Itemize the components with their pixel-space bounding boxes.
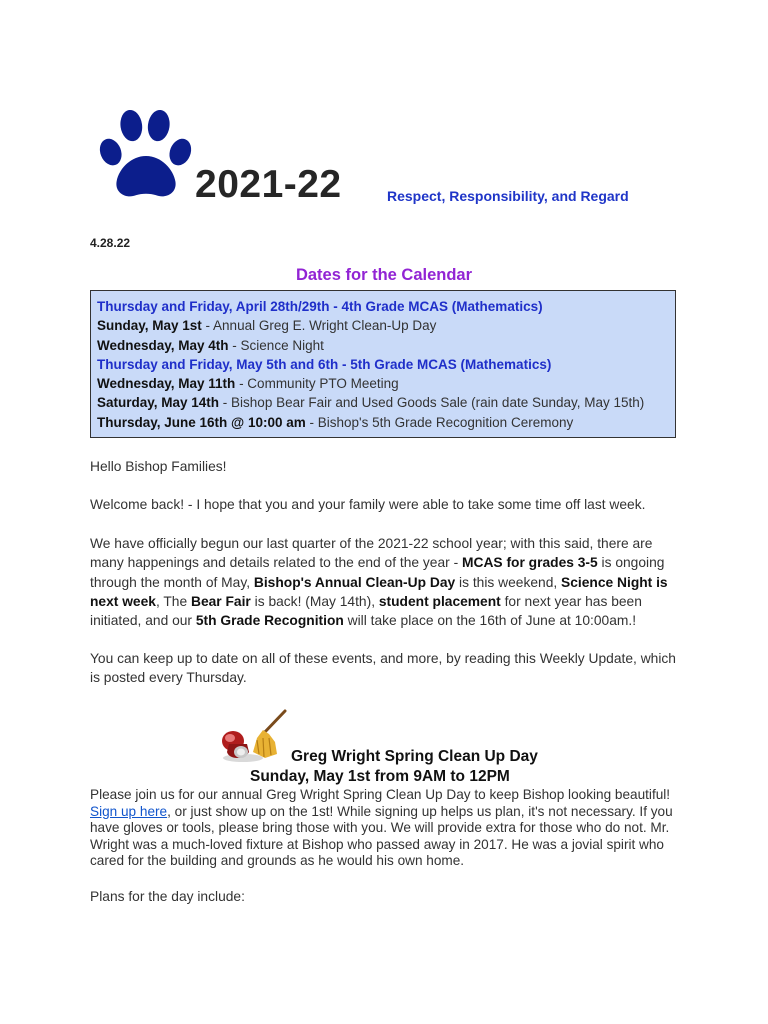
calendar-row-event: - Science Night xyxy=(228,337,324,353)
calendar-row-date: Saturday, May 14th xyxy=(97,395,220,411)
calendar-row-date: Wednesday, May 11th xyxy=(97,376,236,392)
calendar-row-date: Thursday and Friday, April 28th/29th - 4th Grade MCAS (Mathematics) xyxy=(97,299,543,314)
cleanup-subtitle: Sunday, May 1st from 9AM to 12PM xyxy=(250,768,510,785)
paragraph-text: , or just show up on the 1st! While signing up helps us plan, it's not necessary. If you have gloves or tools, please bring those with you. We will provide extra for those who do not. Mr. Wright was a much-loved fixture at Bishop who passed away in 2017. He was a jovial spirit who cared for the building and grounds as he would his own home. xyxy=(90,803,673,869)
paragraph-text: is back! (May 14th), xyxy=(250,593,379,609)
calendar-row xyxy=(97,355,669,374)
highlight-text: 5th Grade Recognition xyxy=(195,613,344,629)
calendar-title: Dates for the Calendar xyxy=(295,266,473,284)
paragraph-text: Please join us for our annual Greg Wright Spring Clean Up Day to keep Bishop looking beautiful! xyxy=(90,787,671,802)
cleanup-title: Greg Wright Spring Clean Up Day xyxy=(291,748,538,765)
plans-intro: Plans for the day include: xyxy=(90,889,245,904)
update-paragraph: You can keep up to date on all of these events, and more, by reading this Weekly Update, which is posted every Thursday. xyxy=(90,651,676,686)
highlight-text: Bishop's Annual Clean-Up Day xyxy=(253,574,456,590)
paragraph-text: is ongoing through the month of May, xyxy=(90,555,665,590)
greeting: Hello Bishop Families! xyxy=(90,459,227,474)
calendar-row-event: - Bishop Bear Fair and Used Goods Sale (rain date Sunday, May 15th) xyxy=(219,395,645,411)
calendar-row xyxy=(97,297,669,316)
calendar-row-event: - Annual Greg E. Wright Clean-Up Day xyxy=(201,318,437,334)
paragraph-text: We have officially begun our last quarter of the 2021-22 school year; with this said, there are many happenings and details related to the end of the year - xyxy=(90,536,653,571)
paragraph-text: , The xyxy=(155,593,191,609)
calendar-row xyxy=(97,374,669,393)
school-motto: Respect, Responsibility, and Regard xyxy=(387,188,629,204)
calendar-row xyxy=(97,316,669,335)
school-year-title: 2021-22 xyxy=(195,163,342,206)
welcome-paragraph: Welcome back! - I hope that you and your family were able to take some time off last week. xyxy=(90,497,646,512)
calendar-row-date: Thursday and Friday, May 5th and 6th - 5th Grade MCAS (Mathematics) xyxy=(97,356,552,372)
calendar-row-date: Thursday, June 16th @ 10:00 am xyxy=(97,414,306,430)
newsletter-header xyxy=(97,105,697,215)
paragraph-text: for next year has been initiated, and our xyxy=(90,593,642,629)
calendar-row xyxy=(97,393,669,412)
calendar-row xyxy=(97,413,669,432)
paragraph-text: will take place on the 16th of June at 10:00am.! xyxy=(343,613,637,629)
issue-date: 4.28.22 xyxy=(90,236,131,250)
quarter-paragraph xyxy=(90,534,682,630)
highlight-text: Science Night is next week xyxy=(90,574,668,609)
calendar-row-event: - Community PTO Meeting xyxy=(235,376,399,392)
broom-and-bucket-icon xyxy=(219,708,289,764)
paragraph-text: is this weekend, xyxy=(455,574,562,590)
calendar-row-event: - Bishop's 5th Grade Recognition Ceremony xyxy=(305,414,574,430)
calendar-row xyxy=(97,336,669,355)
sign-up-link[interactable]: Sign up here xyxy=(90,803,168,819)
calendar-row-date: Sunday, May 1st xyxy=(97,318,202,334)
paw-print-icon xyxy=(97,105,195,203)
highlight-text: MCAS for grades 3-5 xyxy=(462,555,598,571)
highlight-text: student placement xyxy=(378,593,501,609)
calendar-row-date: Wednesday, May 4th xyxy=(97,337,229,353)
cleanup-paragraph xyxy=(90,787,682,870)
highlight-text: Bear Fair xyxy=(190,593,251,609)
calendar-box xyxy=(90,290,676,438)
